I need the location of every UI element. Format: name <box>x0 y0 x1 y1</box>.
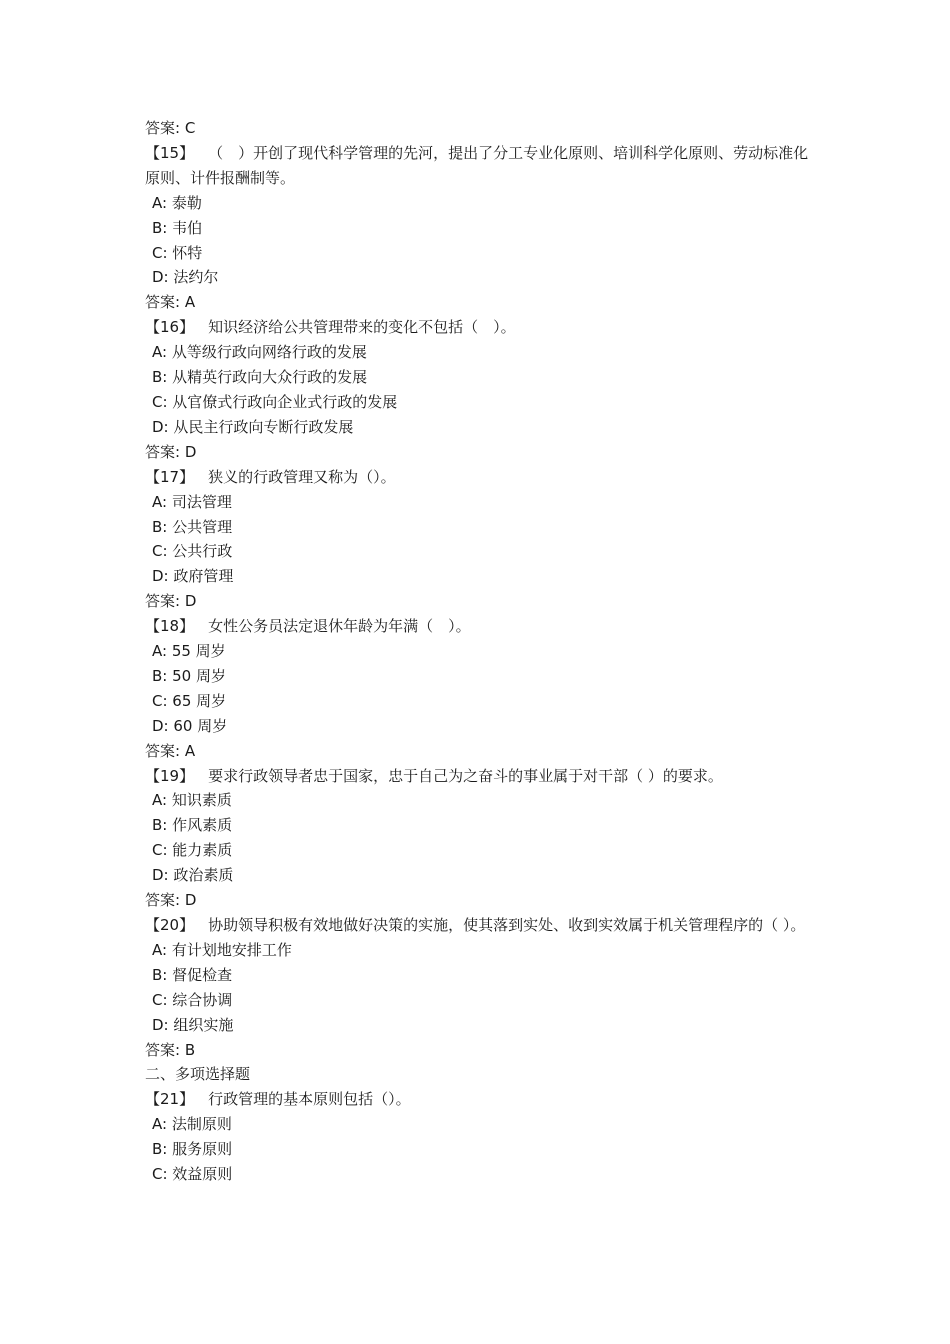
option-line: D: 60 周岁 <box>152 716 228 735</box>
option-line: D: 政治素质 <box>152 866 234 885</box>
question-17 <box>145 465 815 490</box>
option-line: C: 能力素质 <box>152 841 233 860</box>
question-16 <box>145 315 815 340</box>
option-line: D: 从民主行政向专断行政发展 <box>152 417 354 436</box>
question-text: 行政管理的基本原则包括（）。 <box>208 1090 411 1109</box>
option-line: C: 效益原则 <box>152 1165 233 1184</box>
question-text: （ ）开创了现代科学管理的先河，提出了分工专业化原则、培训科学化原则、劳动标准化原则、计件报酬制等。 <box>145 143 809 187</box>
question-number: 【17】 <box>145 467 195 486</box>
question-number: 【18】 <box>145 617 195 636</box>
question-text: 要求行政领导者忠于国家，忠于自己为之奋斗的事业属于对干部（ ）的要求。 <box>208 766 723 785</box>
question-number: 【16】 <box>145 318 195 337</box>
option-line: A: 55 周岁 <box>152 642 226 661</box>
answer-line: 答案: A <box>145 741 196 760</box>
question-number: 【21】 <box>145 1090 195 1109</box>
answer-line: 答案: A <box>145 293 196 312</box>
option-line: C: 从官僚式行政向企业式行政的发展 <box>152 392 398 411</box>
option-line: D: 政府管理 <box>152 567 234 586</box>
answer-line: 答案: D <box>145 442 197 461</box>
question-text: 狭义的行政管理又称为（）。 <box>208 467 396 486</box>
option-line: A: 从等级行政向网络行政的发展 <box>152 343 367 362</box>
option-line: B: 50 周岁 <box>152 666 226 685</box>
option-line: B: 作风素质 <box>152 816 233 835</box>
option-line: A: 法制原则 <box>152 1115 232 1134</box>
question-15 <box>145 141 815 191</box>
option-line: B: 服务原则 <box>152 1140 233 1159</box>
question-20 <box>145 913 815 938</box>
option-line: C: 综合协调 <box>152 990 233 1009</box>
question-number: 【20】 <box>145 916 195 934</box>
option-line: D: 组织实施 <box>152 1015 234 1034</box>
option-line: B: 韦伯 <box>152 218 203 237</box>
option-line: B: 从精英行政向大众行政的发展 <box>152 368 368 387</box>
option-line: D: 法约尔 <box>152 268 219 287</box>
option-line: C: 公共行政 <box>152 542 233 561</box>
question-text: 女性公务员法定退休年龄为年满（ ）。 <box>208 617 471 636</box>
question-text: 知识经济给公共管理带来的变化不包括（ ）。 <box>208 318 516 337</box>
option-line: B: 督促检查 <box>152 965 233 984</box>
option-line: B: 公共管理 <box>152 517 233 536</box>
option-line: A: 有计划地安排工作 <box>152 940 292 959</box>
section-heading: 二、多项选择题 <box>145 1065 251 1084</box>
answer-line: 答案: B <box>145 1040 196 1059</box>
answer-line: 答案: D <box>145 891 197 910</box>
question-number: 【15】 <box>145 143 195 162</box>
answer-line: 答案: D <box>145 592 197 611</box>
option-line: A: 泰勒 <box>152 193 202 212</box>
question-19 <box>145 764 815 789</box>
option-line: A: 知识素质 <box>152 791 232 810</box>
answer-line: 答案: C <box>145 119 196 137</box>
question-18 <box>145 614 815 639</box>
question-text: 协助领导积极有效地做好决策的实施，使其落到实处、收到实效属于机关管理程序的（ ）。 <box>208 916 806 934</box>
question-21 <box>145 1087 815 1112</box>
option-line: A: 司法管理 <box>152 492 232 511</box>
document-page <box>145 116 815 1187</box>
option-line: C: 怀特 <box>152 243 203 262</box>
question-number: 【19】 <box>145 766 195 785</box>
option-line: C: 65 周岁 <box>152 691 227 710</box>
